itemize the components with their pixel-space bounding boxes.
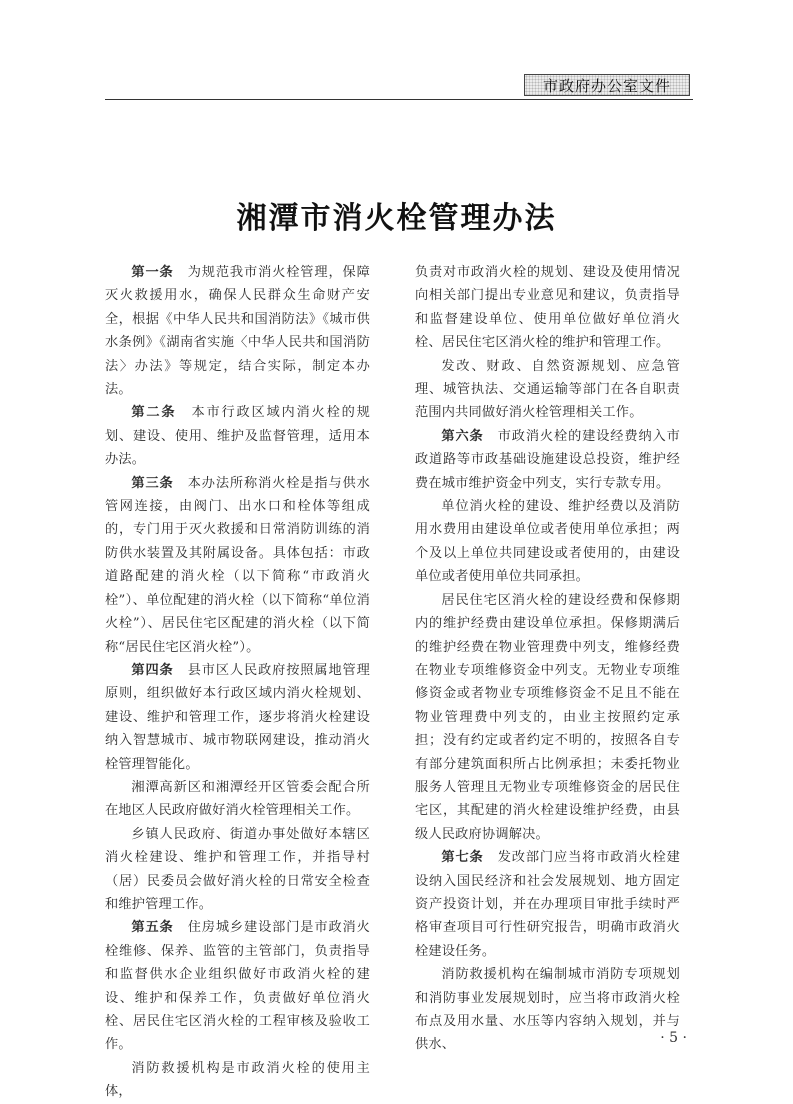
section-header-text: 市政府办公室文件 <box>542 76 671 95</box>
paragraph <box>105 261 370 401</box>
paragraph-text: 负责对市政消火栓的规划、建设及使用情况向相关部门提出专业意见和建议，负责指导和监督建设单位、使用单位做好单位消火栓、居民住宅区消火栓的维护和管理工作。 <box>415 265 680 351</box>
paragraph-text: 本办法所称消火栓是指与供水管网连接，由阀门、出水口和栓体等组成的，专门用于灭火救援和日常消防训练的消防供水装置及其附属设备。具体包括：市政道路配建的消火栓（以下简称“市政消火栓”）、单位配建的消火栓（以下简称“单位消火栓”）、居民住宅区配建的消火栓（以下简称“居民住宅区消火栓”）。 <box>105 475 370 655</box>
paragraph <box>415 355 680 425</box>
article-number: 第一条 <box>131 265 174 280</box>
paragraph <box>415 846 680 963</box>
paragraph <box>105 916 370 1056</box>
paragraph-text: 本市行政区域内消火栓的规划、建设、使用、维护及监督管理，适用本办法。 <box>105 405 370 468</box>
paragraph-text: 消防救援机构是市政消火栓的使用主体， <box>105 1060 370 1100</box>
paragraph <box>105 776 370 823</box>
left-column <box>105 261 370 1104</box>
article-number: 第五条 <box>131 920 174 936</box>
article-number: 第三条 <box>131 475 174 491</box>
paragraph-text: 住房城乡建设部门是市政消火栓维修、保养、监管的主管部门，负责指导和监督供水企业组织做好市政消火栓的建设、维护和保养工作，负责做好单位消火栓、居民住宅区消火栓的工程审核及验收工作。 <box>105 920 370 1053</box>
paragraph-text: 单位消火栓的建设、维护经费以及消防用水费用由建设单位或者使用单位承担；两个及以上单位共同建设或者使用的，由建设单位或者使用单位共同承担。 <box>415 499 680 585</box>
paragraph <box>105 401 370 471</box>
paragraph-text: 消防救援机构在编制城市消防专项规划和消防事业发展规划时，应当将市政消火栓布点及用水量、水压等内容纳入规划，并与供水、 <box>415 967 680 1053</box>
paragraph-text: 发改、财政、自然资源规划、应急管理、城管执法、交通运输等部门在各自职责范围内共同做好消火栓管理相关工作。 <box>415 358 680 421</box>
paragraph <box>105 659 370 776</box>
paragraph <box>105 1057 370 1104</box>
paragraph-text: 县市区人民政府按照属地管理原则，组织做好本行政区域内消火栓规划、建设、维护和管理工作，逐步将消火栓建设纳入智慧城市、城市物联网建设，推动消火栓管理智能化。 <box>105 662 370 772</box>
paragraph <box>415 589 680 846</box>
paragraph-text: 市政消火栓的建设经费纳入市政道路等市政基础设施建设总投资，维护经费在城市维护资金中列支，实行专款专用。 <box>415 428 680 491</box>
page-number: · 5 · <box>660 1030 687 1046</box>
paragraph-text: 乡镇人民政府、街道办事处做好本辖区消火栓建设、维护和管理工作，并指导村（居）民委员会做好消火栓的日常安全检查和维护管理工作。 <box>105 826 370 912</box>
paragraph <box>415 261 680 355</box>
paragraph <box>415 495 680 589</box>
paragraph <box>105 823 370 917</box>
paragraph <box>415 425 680 495</box>
article-number: 第四条 <box>131 662 174 678</box>
section-header-label <box>524 74 690 96</box>
article-number: 第二条 <box>131 405 177 421</box>
document-title: 湘潭市消火栓管理办法 <box>236 201 557 237</box>
paragraph-text: 为规范我市消火栓管理，保障灭火救援用水，确保人民群众生命财产安全，根据《中华人民共和国消防法》《城市供水条例》《湖南省实施〈中华人民共和国消防法〉办法》等规定，结合实际，制定本办法。 <box>105 265 370 398</box>
paragraph-text: 湘潭高新区和湘潭经开区管委会配合所在地区人民政府做好消火栓管理相关工作。 <box>105 779 370 819</box>
article-number: 第六条 <box>441 428 484 444</box>
paragraph-text: 居民住宅区消火栓的建设经费和保修期内的维护经费由建设单位承担。保修期满后的维护经费在物业管理费中列支，维修经费在物业专项维修资金中列支。无物业专项维修资金或者物业专项维修资金不足且不能在物业管理费中列支的，由业主按照约定承担；没有约定或者约定不明的，按照各自专有部分建筑面积所占比例承担；未委托物业服务人管理且无物业专项维修资金的居民住宅区，其配建的消火栓建设维护经费，由县级人民政府协调解决。 <box>415 592 680 842</box>
paragraph <box>105 472 370 659</box>
header-divider <box>105 99 693 100</box>
right-column <box>415 261 680 1057</box>
paragraph-text: 发改部门应当将市政消火栓建设纳入国民经济和社会发展规划、地方固定资产投资计划，并在办理项目审批手续时严格审查项目可行性研究报告，明确市政消火栓建设任务。 <box>415 850 680 959</box>
paragraph <box>415 963 680 1057</box>
article-number: 第七条 <box>441 850 484 866</box>
